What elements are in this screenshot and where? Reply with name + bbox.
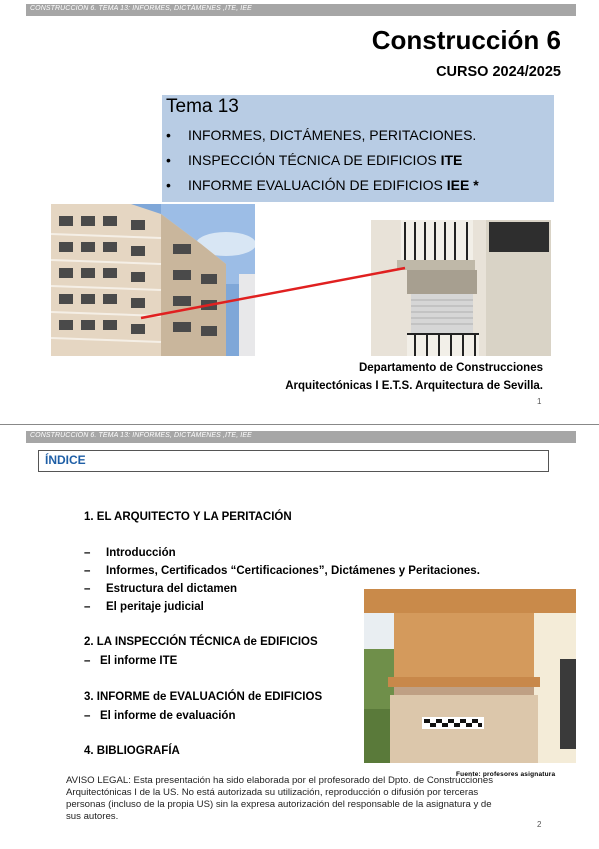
toc-dash: – bbox=[84, 655, 91, 667]
toc-item-text: El peritaje judicial bbox=[106, 601, 204, 613]
toc-item bbox=[84, 565, 480, 577]
toc-section-4: 4. BIBLIOGRAFÍA bbox=[84, 745, 180, 757]
topic-item-text: INSPECCIÓN TÉCNICA DE EDIFICIOS bbox=[188, 152, 441, 168]
toc-item bbox=[84, 601, 204, 613]
department-line-1: Departamento de Construcciones bbox=[358, 362, 543, 374]
toc-item bbox=[84, 547, 176, 559]
toc-item bbox=[84, 655, 177, 667]
toc-dash: – bbox=[84, 547, 91, 559]
topic-item: • INFORMES, DICTÁMENES, PERITACIONES. bbox=[166, 127, 477, 143]
topic-title: Tema 13 bbox=[166, 96, 239, 117]
toc-dash: – bbox=[84, 565, 91, 577]
topic-item-text: INFORME EVALUACIÓN DE EDIFICIOS bbox=[188, 177, 447, 193]
toc-item-text: El informe de evaluación bbox=[100, 710, 236, 722]
topic-item: • INFORME EVALUACIÓN DE EDIFICIOS IEE * bbox=[166, 177, 479, 193]
toc-dash: – bbox=[84, 583, 91, 595]
toc-dash: – bbox=[84, 710, 91, 722]
toc-section-1: 1. EL ARQUITECTO Y LA PERITACIÓN bbox=[84, 511, 292, 523]
slide-title: Construcción 6 bbox=[371, 25, 561, 55]
toc-item-text: Estructura del dictamen bbox=[106, 583, 238, 595]
photo-credit: Fuente: profesores asignatura bbox=[456, 771, 556, 778]
toc-item-text: El informe ITE bbox=[100, 655, 178, 667]
toc-item-text: Introducción bbox=[106, 547, 176, 559]
legal-notice: AVISO LEGAL: Esta presentación ha sido elaborada por el profesorado del Dpto. de Construcciones Arquitectónicas I de la US. No está autorizada su utilización, reproducción o difusión por terceras personas (incluso de la propia US) sin la expresa autorización del responsable de la asignatura y de sus autores. bbox=[66, 775, 493, 822]
toc-item-text: Informes, Certificados “Certificaciones”, Dictámenes y Peritaciones. bbox=[106, 565, 480, 577]
page-number: 2 bbox=[537, 820, 542, 829]
department-line-2: Arquitectónicas I E.T.S. Arquitectura de Sevilla. bbox=[285, 380, 543, 392]
header-text: CONSTRUCCIÓN 6. TEMA 13: INFORMES, DICTÁMENES ,ITE, IEE bbox=[30, 5, 252, 12]
index-title-box bbox=[38, 450, 549, 472]
page-number: 1 bbox=[537, 397, 542, 406]
topic-item-bold: ITE bbox=[440, 152, 463, 168]
toc-item bbox=[84, 710, 235, 722]
toc-item bbox=[84, 583, 237, 595]
slide-1 bbox=[0, 0, 599, 424]
toc-dash: – bbox=[84, 601, 91, 613]
slide-2 bbox=[0, 424, 599, 849]
toc-section-3: 3. INFORME de EVALUACIÓN de EDIFICIOS bbox=[84, 691, 323, 703]
column-photo bbox=[364, 589, 576, 763]
header-text: CONSTRUCCIÓN 6. TEMA 13: INFORMES, DICTÁMENES ,ITE, IEE bbox=[30, 432, 252, 439]
topic-item-bold: IEE * bbox=[446, 177, 479, 193]
toc-section-2: 2. LA INSPECCIÓN TÉCNICA de EDIFICIOS bbox=[84, 636, 318, 648]
course-year: CURSO 2024/2025 bbox=[436, 64, 561, 80]
topic-item: • INSPECCIÓN TÉCNICA DE EDIFICIOS ITE bbox=[166, 152, 463, 168]
index-title: ÍNDICE bbox=[45, 453, 86, 467]
topic-item-text: INFORMES, DICTÁMENES, PERITACIONES. bbox=[188, 127, 477, 143]
